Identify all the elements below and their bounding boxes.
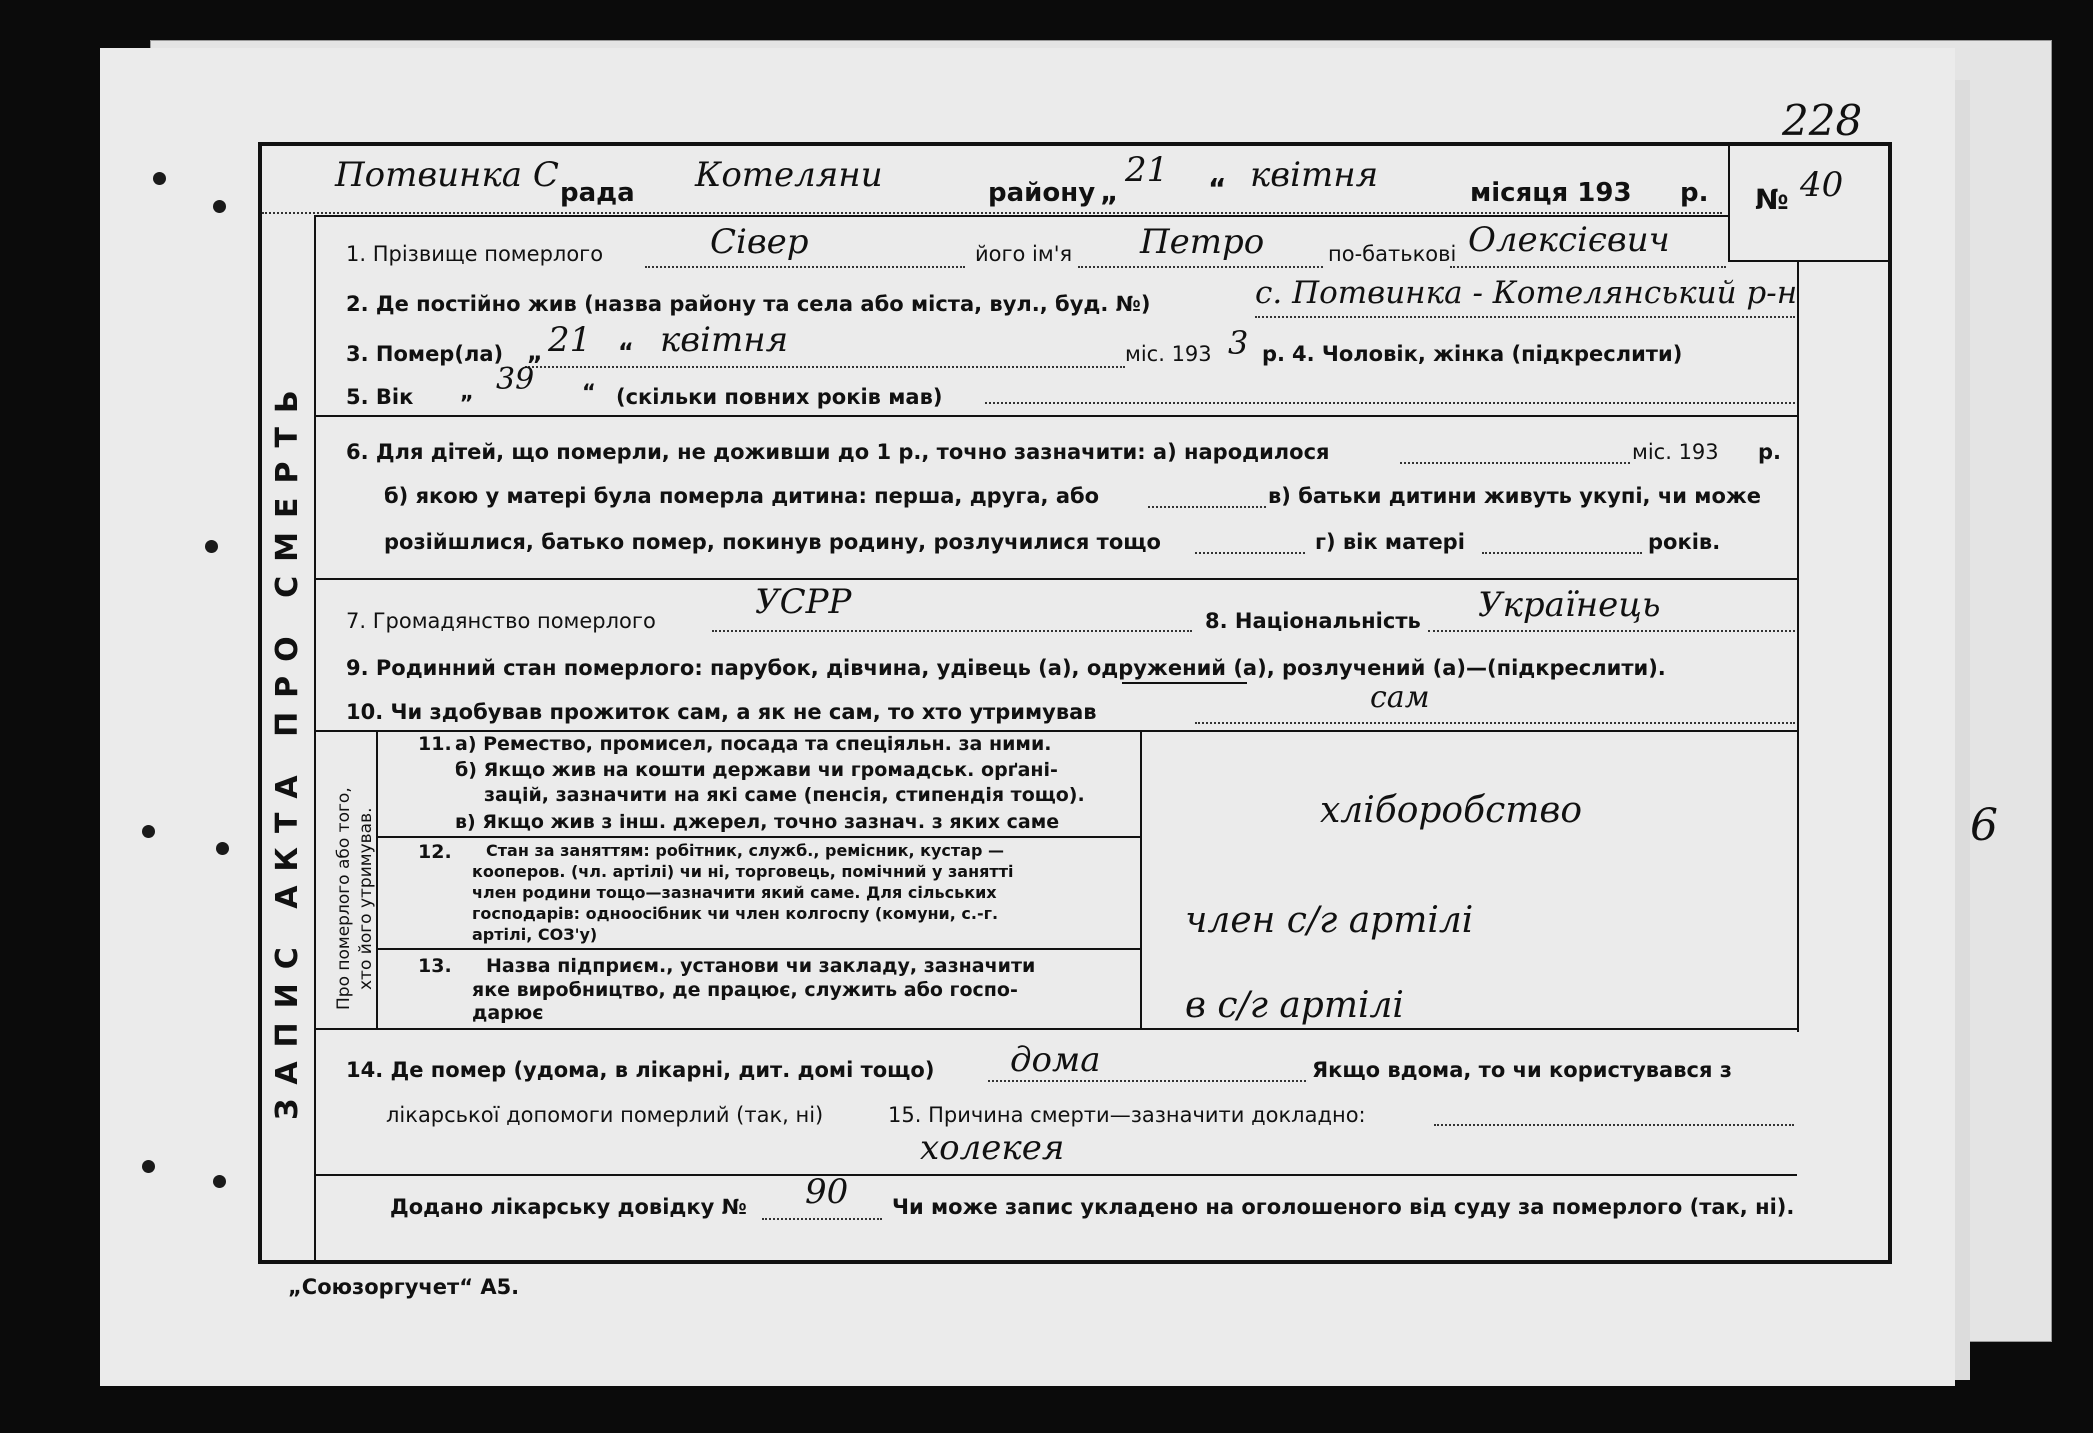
field-6-line3b: г) вік матері bbox=[1315, 530, 1465, 554]
separator-15 bbox=[314, 1174, 1797, 1176]
year-suffix: р. bbox=[1680, 178, 1709, 208]
quote-close: “ bbox=[582, 380, 596, 404]
field-5-value: 39 bbox=[496, 362, 535, 397]
field-11-a: а) Ремество, промисел, посада та спеціяльн. за ними. bbox=[455, 733, 1052, 755]
field-2-label: 2. Де постійно жив (назва району та села або міста, вул., буд. №) bbox=[346, 292, 1151, 316]
field-7-line bbox=[712, 630, 1192, 632]
field-3-label: 3. Помер(ла) bbox=[346, 342, 504, 366]
certificate-tail: Чи може запис укладено на оголошеного від суду за померлого (так, ні). bbox=[892, 1195, 1795, 1219]
field-11-b2: зацій, зазначити на які саме (пенсія, стипендія тощо). bbox=[484, 784, 1085, 806]
occupation-divider bbox=[1140, 730, 1142, 1028]
punch-hole bbox=[142, 1160, 155, 1173]
sub-column-border bbox=[376, 730, 378, 1028]
field-14-value: дома bbox=[1010, 1040, 1101, 1080]
field-3-month: квітня bbox=[660, 320, 789, 360]
district-handwritten: Котеляни bbox=[695, 155, 883, 195]
district-label: району bbox=[988, 178, 1096, 208]
number-handwritten: 40 bbox=[1800, 165, 1844, 205]
field-13-value: в с/г артілі bbox=[1185, 985, 1404, 1026]
certificate-line bbox=[762, 1218, 882, 1220]
side-sub-2: хто його утримував. bbox=[356, 807, 376, 990]
header-line bbox=[262, 212, 1722, 214]
header-separator bbox=[314, 215, 1728, 217]
number-box-bottom bbox=[1728, 260, 1888, 262]
separator-5 bbox=[314, 415, 1797, 417]
margin-note: 6 bbox=[1970, 800, 1998, 851]
separator-12 bbox=[376, 948, 1140, 950]
village-handwritten: Потвинка С bbox=[335, 155, 559, 195]
punch-hole bbox=[216, 842, 229, 855]
field-6-mis: міс. 193 bbox=[1632, 440, 1719, 464]
punch-hole bbox=[142, 825, 155, 838]
field-9-underline bbox=[1122, 682, 1247, 684]
field-6-line2b: в) батьки дитини живуть укупі, чи може bbox=[1268, 484, 1762, 508]
field-5-hint: (скільки повних років мав) bbox=[616, 385, 943, 409]
field-8-line bbox=[1428, 630, 1795, 632]
field-12-line4: господарів: одноосібник чи член колгоспу (комуни, с.-г. bbox=[472, 904, 999, 923]
rada-label: рада bbox=[560, 178, 635, 208]
field-15-line bbox=[1434, 1124, 1794, 1126]
quote-close: “ bbox=[618, 338, 634, 366]
field-14-line bbox=[988, 1080, 1306, 1082]
field-12-line1: Стан за заняттям: робітник, служб., ремісник, кустар — bbox=[486, 841, 1004, 860]
day-handwritten: 21 bbox=[1125, 150, 1169, 190]
field-3-line bbox=[525, 366, 1125, 368]
field-8-label: 8. Національність bbox=[1205, 609, 1421, 633]
punch-hole bbox=[213, 1175, 226, 1188]
field-10-value: сам bbox=[1370, 680, 1430, 715]
number-box-divider bbox=[1728, 142, 1730, 262]
field-3-year-digit: 3 bbox=[1228, 324, 1249, 362]
field-11-value: хліборобство bbox=[1320, 790, 1583, 831]
field-6-line1: 6. Для дітей, що померли, не доживши до 1 р., точно зазначити: а) народилося bbox=[346, 440, 1330, 464]
field-10-line bbox=[1195, 722, 1795, 724]
field-1-name-label: його ім'я bbox=[975, 242, 1073, 266]
field-15-value: холекея bbox=[920, 1128, 1065, 1168]
quote-open: „ bbox=[460, 380, 474, 404]
separator-11 bbox=[376, 836, 1140, 838]
field-7-label: 7. Громадянство померлого bbox=[346, 609, 656, 633]
field-6-line3-blank1 bbox=[1195, 552, 1305, 554]
field-6-line2-blank bbox=[1148, 506, 1266, 508]
certificate-label: Додано лікарську довідку № bbox=[390, 1195, 747, 1219]
field-6-line3c: років. bbox=[1648, 530, 1721, 554]
field-5-label: 5. Вік bbox=[346, 385, 414, 409]
field-11-c: в) Якщо жив з інш. джерел, точно зазнач. з яких саме bbox=[455, 811, 1060, 833]
field-9-label: 9. Родинний стан померлого: парубок, дівчина, удівець (а), одружений (а), розлучений (а)—(підкреслити). bbox=[346, 656, 1666, 680]
field-12-line2: кооперов. (чл. артілі) чи ні, торговець, помічний у занятті bbox=[472, 862, 1014, 881]
field-12-line5: артілі, СОЗ'у) bbox=[472, 925, 598, 944]
certificate-value: 90 bbox=[805, 1172, 849, 1212]
field-1-patronymic-value: Олексієвич bbox=[1468, 220, 1670, 260]
field-6-line3-blank2 bbox=[1482, 552, 1642, 554]
field-3-day: 21 bbox=[548, 320, 592, 360]
field-14-line2: лікарської допомоги померлий (так, ні) bbox=[386, 1103, 824, 1127]
field-8-value: Українець bbox=[1478, 585, 1661, 625]
field-13-line3: дарює bbox=[472, 1002, 544, 1024]
field-1-label: 1. Прізвище померлого bbox=[346, 242, 604, 266]
field-12-number: 12. bbox=[418, 841, 452, 863]
field-7-value: УСРР bbox=[755, 582, 852, 622]
field-6-line2a: б) якою у матері була померла дитина: перша, друга, або bbox=[384, 484, 1100, 508]
separator-13 bbox=[314, 1028, 1797, 1030]
right-column-border bbox=[1797, 262, 1799, 1032]
field-2-value: с. Потвинка - Котелянський р-н bbox=[1255, 275, 1798, 311]
punch-hole bbox=[213, 200, 226, 213]
field-6-line1-blank bbox=[1400, 462, 1630, 464]
field-12-line3: член родини тощо—зазначити який саме. Для сільських bbox=[472, 883, 997, 902]
field-1-name-line bbox=[1078, 266, 1323, 268]
field-13-number: 13. bbox=[418, 955, 452, 977]
publisher-imprint: „Союзоргучет“ А5. bbox=[288, 1275, 520, 1299]
field-15-label: 15. Причина смерти—зазначити докладно: bbox=[888, 1103, 1366, 1127]
field-5-line bbox=[985, 402, 1795, 404]
quote-close: “ bbox=[1208, 172, 1227, 205]
field-3-mis: міс. 193 bbox=[1125, 342, 1212, 366]
field-14-label: 14. Де помер (удома, в лікарні, дит. домі тощо) bbox=[346, 1058, 935, 1082]
month-handwritten: квітня bbox=[1250, 155, 1379, 195]
field-11-number: 11. bbox=[418, 733, 452, 755]
field-1-line bbox=[645, 266, 965, 268]
field-13-line1: Назва підприєм., установи чи закладу, зазначити bbox=[486, 955, 1036, 977]
field-1-patronymic-label: по-батькові bbox=[1328, 242, 1457, 266]
separator-6 bbox=[314, 578, 1797, 580]
field-6-r: р. bbox=[1758, 440, 1782, 464]
field-2-line bbox=[1255, 316, 1795, 318]
side-title: ЗАПИС АКТА ПРО СМЕРТЬ bbox=[270, 376, 305, 1120]
field-1-name-value: Петро bbox=[1140, 222, 1265, 262]
field-13-line2: яке виробництво, де працює, служить або госпо- bbox=[472, 979, 1018, 1001]
field-1-patronymic-line bbox=[1450, 266, 1726, 268]
side-column-border bbox=[314, 215, 316, 1260]
field-14-tail: Якщо вдома, то чи користувався з bbox=[1312, 1058, 1732, 1082]
quote-open: „ bbox=[527, 338, 543, 366]
side-sub-1: Про померлого або того, bbox=[334, 787, 354, 1010]
punch-hole bbox=[153, 172, 166, 185]
field-12-value: член с/г артілі bbox=[1185, 900, 1474, 941]
punch-hole bbox=[205, 540, 218, 553]
field-3-r: р. bbox=[1262, 342, 1286, 366]
field-6-line3a: розійшлися, батько помер, покинув родину, розлучилися тощо bbox=[384, 530, 1161, 554]
month-label: місяця 193 bbox=[1470, 178, 1632, 208]
field-1-value: Сівер bbox=[710, 222, 809, 262]
quote-open: „ bbox=[1100, 175, 1119, 208]
field-10-label: 10. Чи здобував прожиток сам, а як не сам, то хто утримував bbox=[346, 700, 1097, 724]
field-11-b1: б) Якщо жив на кошти держави чи громадськ. орґані- bbox=[455, 759, 1058, 781]
number-label: № bbox=[1755, 183, 1789, 216]
field-4-label: 4. Чоловік, жінка (підкреслити) bbox=[1292, 342, 1683, 366]
archive-number: 228 bbox=[1782, 96, 1863, 145]
